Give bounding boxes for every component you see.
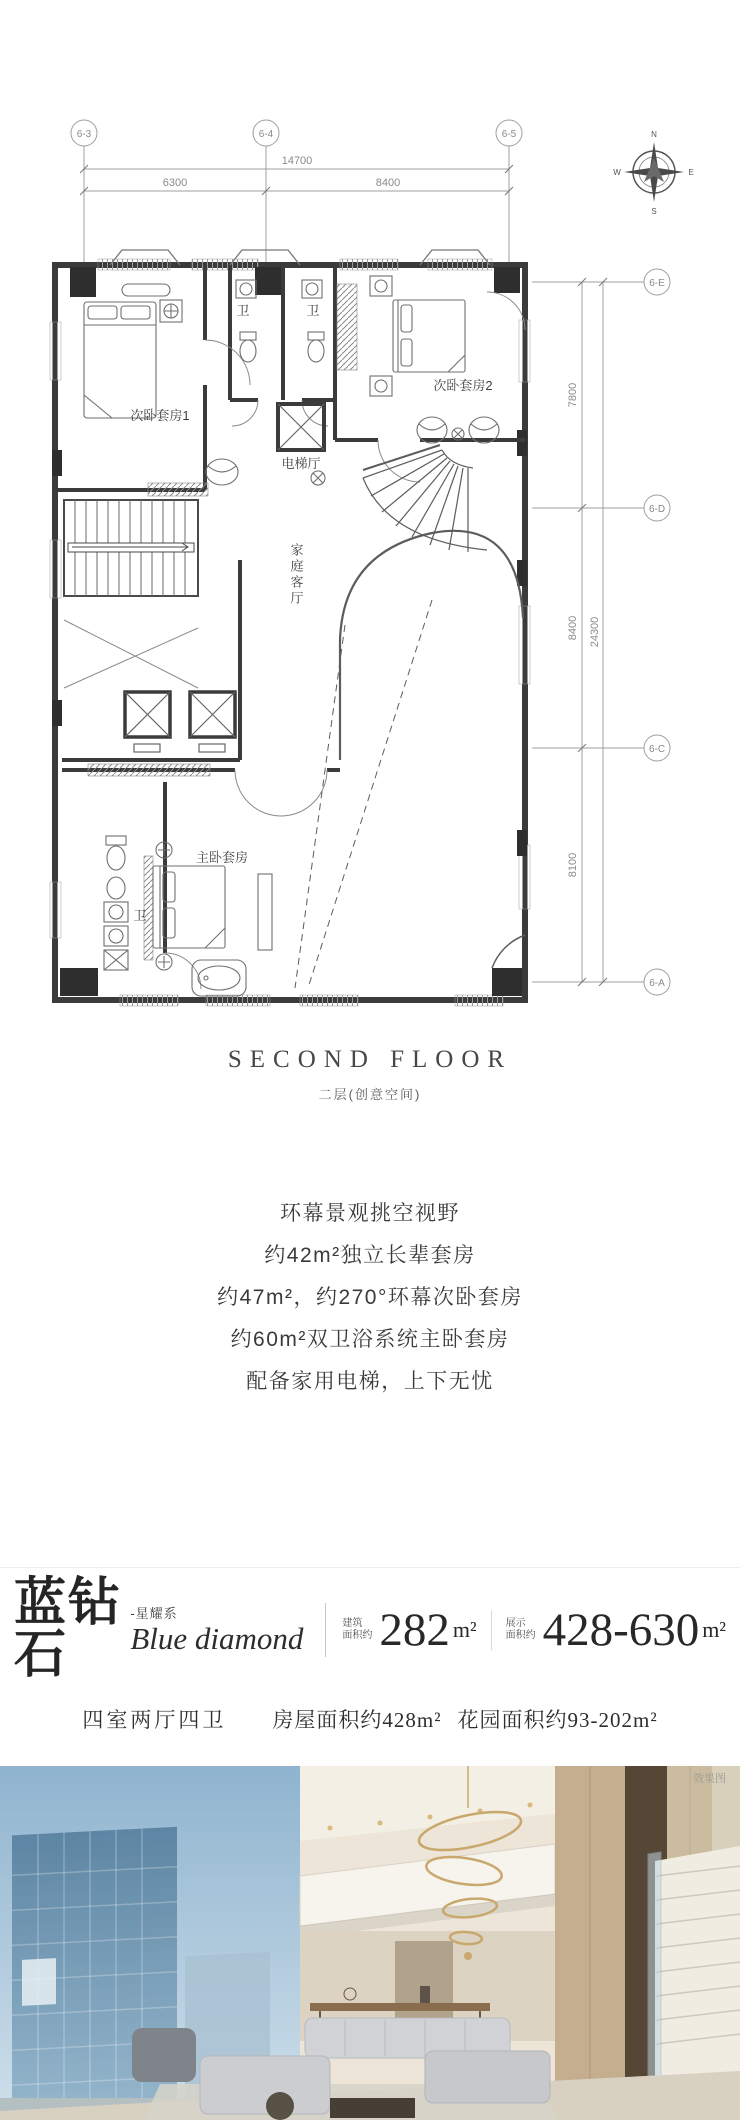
dim-8100: 8100 — [567, 852, 579, 878]
label-bedroom2: 次卧套房2 — [433, 378, 493, 393]
feature-line: 环幕景观挑空视野 — [280, 1202, 460, 1225]
grid-bubble-6-3: 6-3 — [76, 129, 92, 140]
floor-title — [0, 1046, 740, 1103]
svg-text:W: W — [613, 168, 621, 177]
coffee-table — [330, 2098, 415, 2118]
label-master-bedroom: 主卧套房 — [195, 850, 249, 865]
label-family-room: 家庭客厅 — [288, 543, 304, 607]
room-labels — [130, 303, 492, 923]
window-bands — [50, 259, 530, 1006]
dim-6300: 6300 — [162, 177, 188, 189]
house-area: 房屋面积约428m² — [272, 1708, 442, 1732]
label-bath1: 卫 — [236, 303, 250, 318]
rooms-summary: 四室两厅四卫 — [82, 1709, 227, 1732]
product-name: 蓝钻石 — [14, 1575, 123, 1684]
door-arcs — [165, 292, 525, 989]
metric-built-area-label — [342, 1618, 372, 1642]
feature-line: 约47m²，约270°环幕次卧套房 — [217, 1286, 523, 1309]
dim-8400-top: 8400 — [375, 177, 401, 189]
svg-text:N: N — [651, 130, 657, 139]
label-bath2: 卫 — [306, 303, 320, 318]
metric-built-area-unit: m² — [452, 1617, 477, 1642]
label-master-bath: 卫 — [133, 908, 147, 923]
render-disclaimer: 效果图 — [693, 1773, 726, 1785]
corner-curve — [492, 935, 525, 968]
spiral-stair — [363, 445, 487, 552]
floor-plan — [0, 0, 740, 1030]
product-title-row — [14, 1575, 726, 1684]
product-name-en: Blue diamond — [130, 1621, 304, 1657]
divider — [491, 1610, 492, 1650]
garden-area: 花园面积约93-202m² — [457, 1708, 658, 1732]
metric-display-area — [505, 1603, 726, 1656]
divider — [325, 1603, 326, 1657]
floor-title-zh: 二层(创意空间) — [318, 1087, 422, 1102]
product-subtitle — [130, 1603, 303, 1656]
void-edge — [295, 531, 523, 988]
grid-bubble-6-D: 6-D — [648, 504, 666, 515]
feature-line: 配备家用电梯，上下无忧 — [246, 1370, 494, 1393]
grid-bubble-6-A: 6-A — [649, 978, 665, 989]
metric-display-area-unit: m² — [702, 1617, 726, 1642]
svg-text:E: E — [688, 168, 694, 177]
grid-bubble-6-5: 6-5 — [501, 129, 517, 140]
metric-display-area-label — [506, 1618, 536, 1642]
elevator-shaft — [278, 404, 324, 450]
compass-icon — [613, 130, 693, 216]
floor-title-en: SECOND FLOOR — [227, 1046, 513, 1073]
dim-total-right: 24300 — [589, 616, 601, 648]
right-grid-dimensions — [532, 269, 670, 995]
dim-8400-right: 8400 — [567, 615, 579, 641]
product-block — [0, 1567, 740, 1734]
columns — [52, 267, 527, 996]
glass-balustrade — [648, 1852, 661, 2090]
area-details — [272, 1704, 657, 1734]
label-bedroom1: 次卧套房1 — [130, 408, 190, 423]
feature-line: 约42m²独立长辈套房 — [264, 1244, 476, 1267]
top-grid-texts — [77, 129, 517, 189]
core-shafts — [125, 692, 235, 752]
grid-bubble-6-4: 6-4 — [258, 129, 274, 140]
bathtub — [192, 960, 246, 996]
feature-list — [0, 1203, 740, 1392]
master-bath-fixtures — [104, 836, 128, 970]
plan-walls — [50, 250, 530, 1006]
label-elevator-hall: 电梯厅 — [281, 456, 321, 471]
metric-display-area-value: 428-630 — [542, 1603, 700, 1656]
interior-render-photo — [0, 1766, 740, 2120]
metric-built-area — [342, 1603, 477, 1656]
dim-total-top: 14700 — [281, 155, 313, 167]
grid-bubble-6-C: 6-C — [648, 744, 666, 755]
bedroom1-bed — [84, 284, 182, 418]
metric-label-line: 面积约 — [505, 1630, 536, 1641]
top-grid-dimensions — [71, 120, 522, 268]
metric-label-line: 面积约 — [342, 1630, 373, 1641]
svg-text:S: S — [651, 207, 657, 216]
product-detail-row — [14, 1704, 726, 1734]
dim-7800: 7800 — [567, 382, 579, 408]
product-series: -星耀系 — [130, 1606, 178, 1622]
side-table — [266, 2092, 294, 2120]
feature-line: 约60m²双卫浴系统主卧套房 — [230, 1328, 510, 1351]
staircase — [648, 1846, 740, 2090]
metric-label-line: 建筑 — [342, 1618, 363, 1629]
grid-bubble-6-E: 6-E — [649, 278, 665, 289]
metric-built-area-value: 282 — [379, 1603, 450, 1656]
partitions — [55, 265, 525, 953]
straight-stair — [64, 500, 198, 688]
metric-label-line: 展示 — [505, 1618, 526, 1629]
